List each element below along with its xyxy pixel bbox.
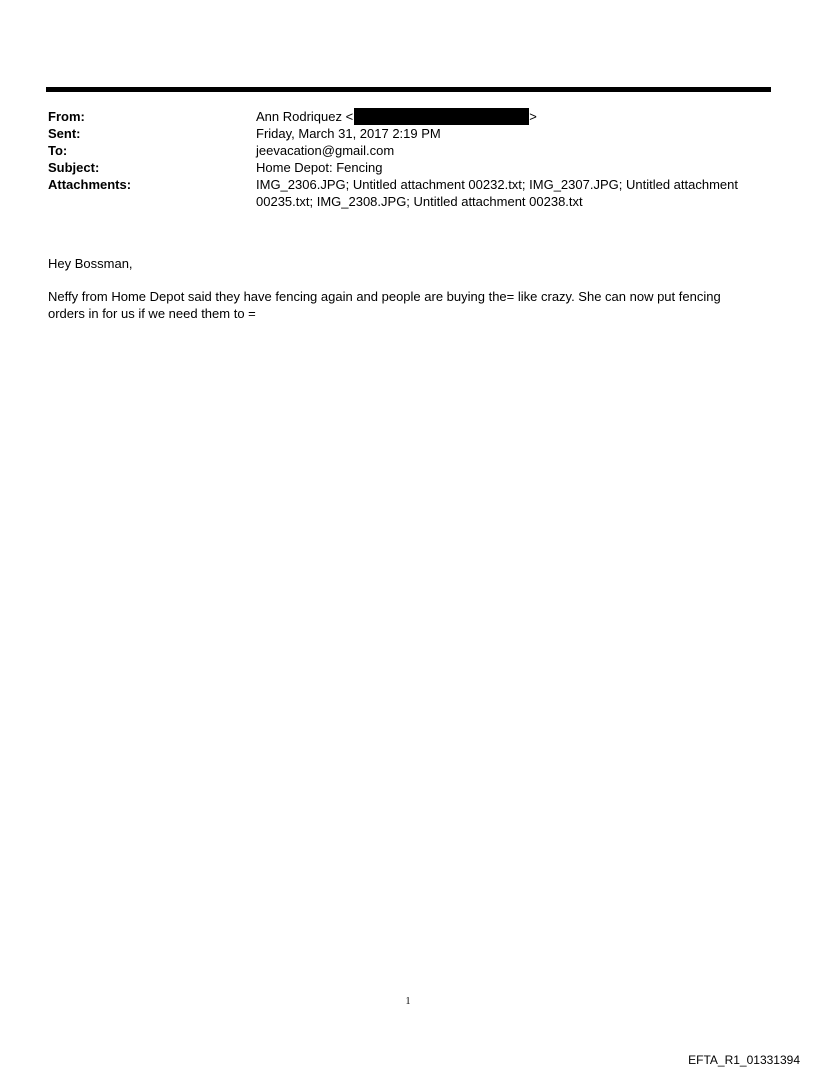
- page-number: 1: [405, 996, 411, 1007]
- redaction-block: [354, 108, 529, 125]
- sent-row: [48, 125, 768, 142]
- subject-value: Home Depot: Fencing: [256, 160, 383, 175]
- sender-suffix: >: [529, 109, 537, 124]
- from-label: From:: [48, 109, 85, 124]
- email-greeting: Hey Bossman,: [48, 256, 133, 271]
- attachments-row: [48, 176, 768, 210]
- subject-row: [48, 159, 768, 176]
- from-row: [48, 108, 768, 125]
- email-message: Neffy from Home Depot said they have fencing again and people are buying the= like crazy. She can now put fencing orders in for us if we need them to =: [48, 289, 721, 321]
- document-id: EFTA_R1_01331394: [688, 1053, 800, 1067]
- attachments-value: IMG_2306.JPG; Untitled attachment 00232.txt; IMG_2307.JPG; Untitled attachment 00235.txt; IMG_2308.JPG; Untitled attachment 00238.txt: [256, 177, 738, 209]
- to-value: jeevacation@gmail.com: [256, 143, 395, 158]
- sent-value: Friday, March 31, 2017 2:19 PM: [256, 126, 441, 141]
- email-header: [48, 108, 768, 210]
- from-value: [256, 108, 768, 125]
- header-divider: [46, 87, 771, 92]
- attachments-label: Attachments:: [48, 177, 132, 192]
- sender-name: Ann Rodriquez <: [256, 109, 354, 124]
- to-row: [48, 142, 768, 159]
- subject-label: Subject:: [48, 160, 100, 175]
- sent-label: Sent:: [48, 126, 81, 141]
- to-label: To:: [48, 143, 68, 158]
